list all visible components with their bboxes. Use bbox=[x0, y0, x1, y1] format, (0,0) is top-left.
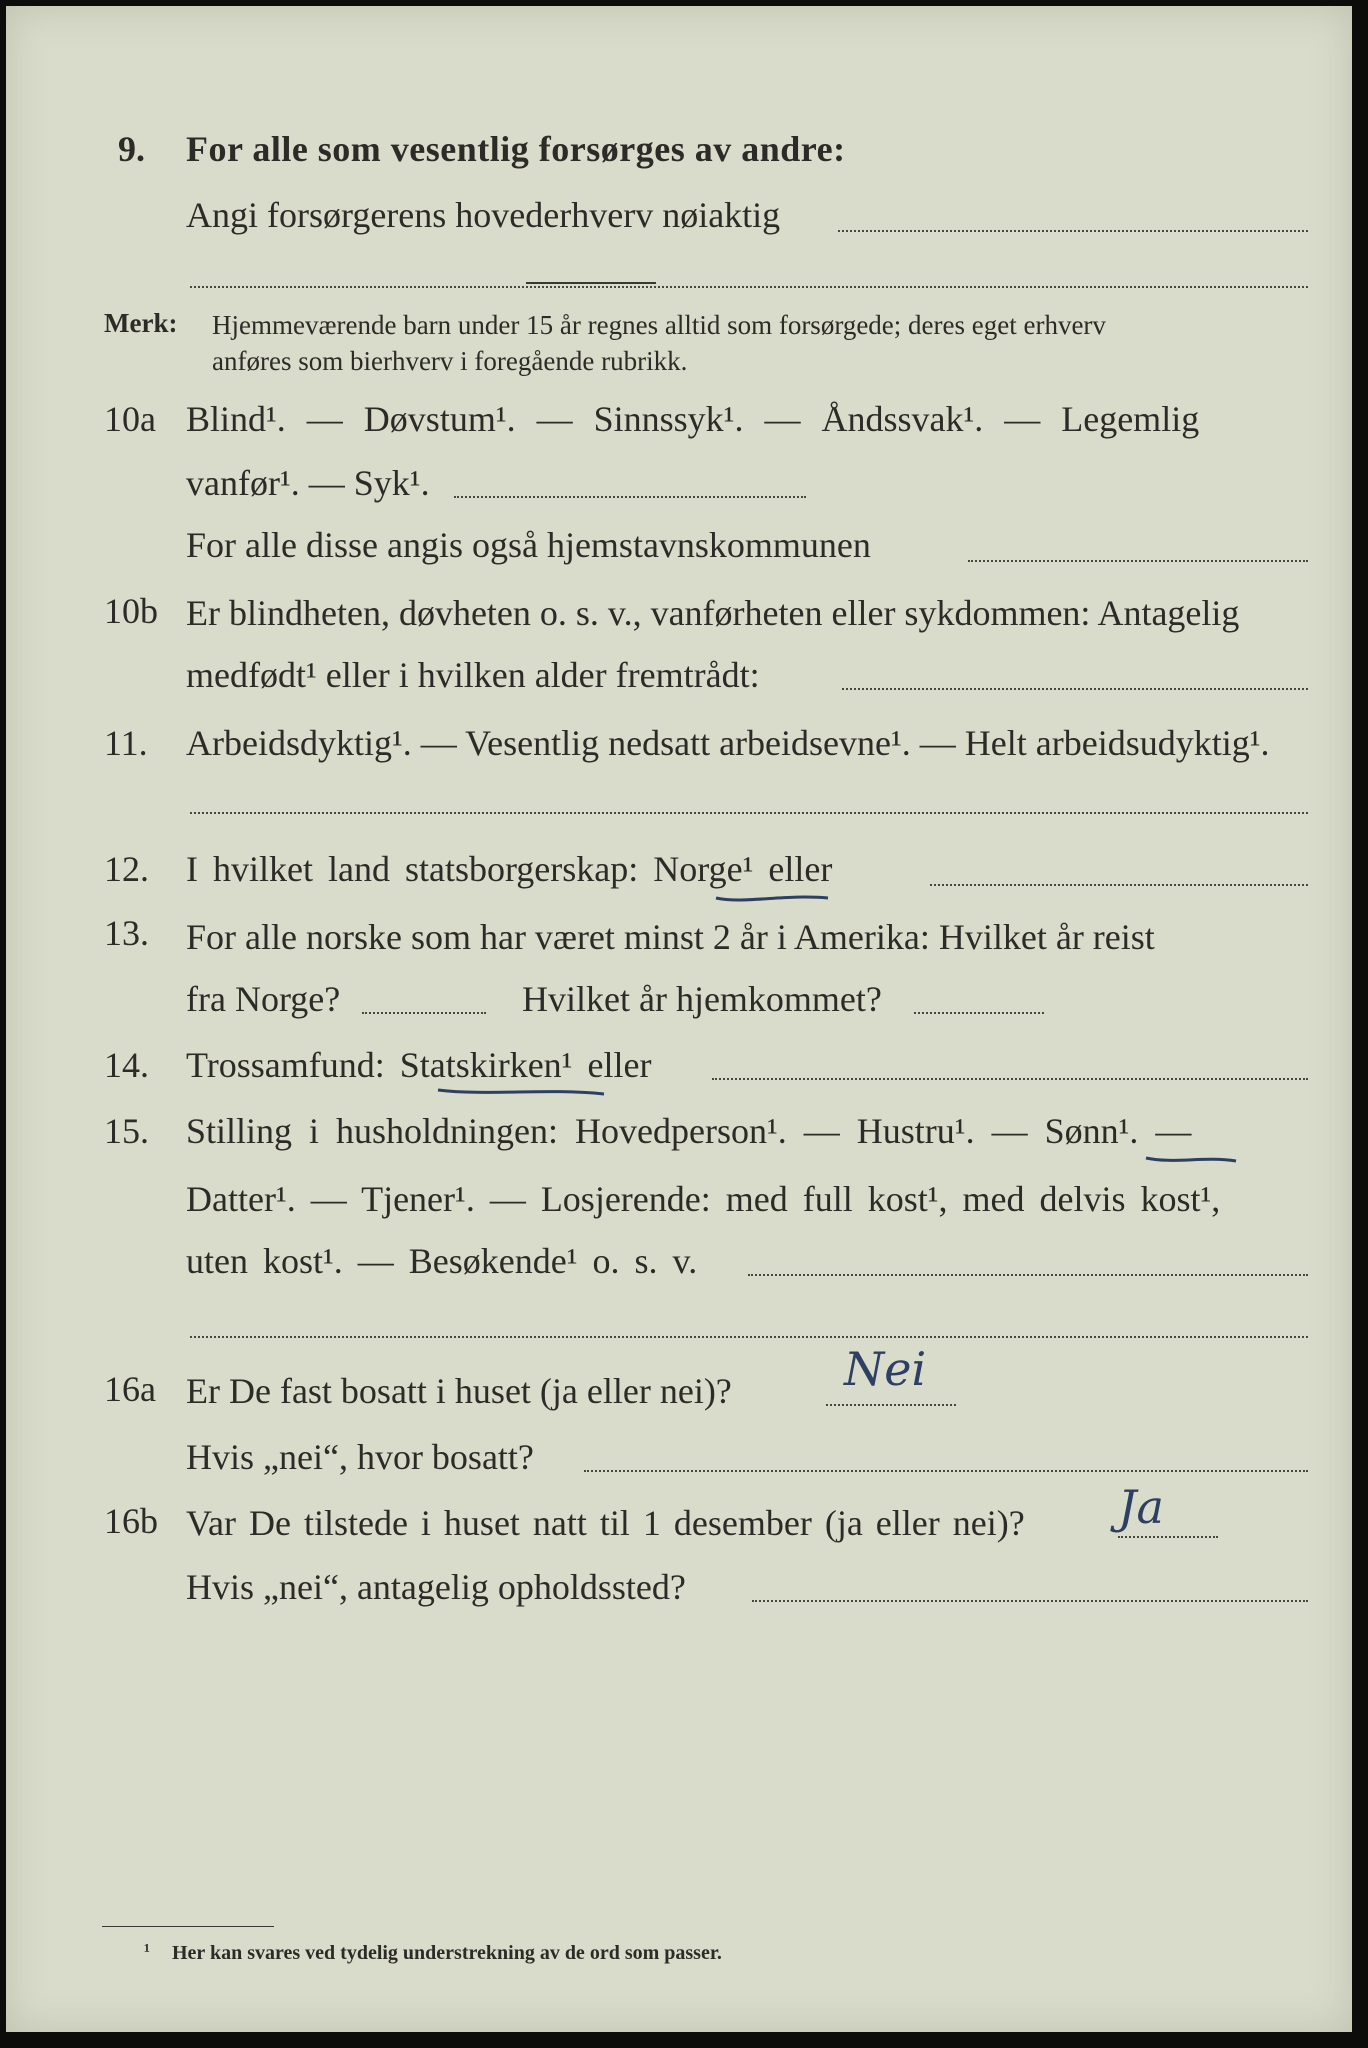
q10a-line3: For alle disse angis også hjemstavnskommunen bbox=[186, 525, 871, 565]
q13-line1: For alle norske som har været minst 2 år i Amerika: Hvilket år reist bbox=[186, 917, 1155, 957]
merk-line1: Hjemmeværende barn under 15 år regnes alltid som forsørgede; deres eget erhverv bbox=[212, 310, 1106, 340]
q12-line1: I hvilket land statsborgerskap: Norge¹ eller bbox=[186, 849, 833, 889]
q13-line2a: fra Norge? bbox=[186, 979, 341, 1019]
q10b-answer-line[interactable] bbox=[842, 688, 1308, 690]
q12-answer-line[interactable] bbox=[930, 884, 1308, 886]
q9-number: 9. bbox=[118, 129, 145, 169]
q16a-line1: Er De fast bosatt i huset (ja eller nei)? bbox=[186, 1371, 732, 1411]
q15-number: 15. bbox=[104, 1111, 149, 1151]
separator bbox=[526, 282, 656, 284]
q16b-line1: Var De tilstede i huset natt til 1 desember (ja eller nei)? bbox=[186, 1503, 1025, 1543]
q16b-line2: Hvis „nei“, antagelig opholdssted? bbox=[186, 1567, 686, 1607]
q15-line3: uten kost¹. — Besøkende¹ o. s. v. bbox=[186, 1241, 698, 1281]
q13-departure-line[interactable] bbox=[362, 1012, 486, 1014]
q11-answer-line[interactable] bbox=[190, 812, 1308, 814]
q10b-line1: Er blindheten, døvheten o. s. v., vanførheten eller sykdommen: Antagelig bbox=[186, 593, 1240, 633]
merk-label: Merk: bbox=[104, 308, 178, 338]
q16b-answer-line[interactable] bbox=[1118, 1536, 1218, 1538]
footnote-rule bbox=[102, 1926, 274, 1927]
footnote-text: Her kan svares ved tydelig understrekning av de ord som passer. bbox=[172, 1942, 722, 1964]
q12-number: 12. bbox=[104, 849, 149, 889]
q15-answer-line-2[interactable] bbox=[190, 1336, 1308, 1338]
q15-answer-line[interactable] bbox=[748, 1274, 1308, 1276]
q9-text: Angi forsørgerens hovederhverv nøiaktig bbox=[186, 195, 781, 235]
q10a-line2: vanfør¹. — Syk¹. bbox=[186, 463, 430, 503]
q16b-number: 16b bbox=[104, 1501, 158, 1541]
q10b-number: 10b bbox=[104, 591, 158, 631]
q15-line1: Stilling i husholdningen: Hovedperson¹. — Hustru¹. — Sønn¹. — bbox=[186, 1111, 1192, 1151]
q10a-municipality-line[interactable] bbox=[968, 560, 1308, 562]
q14-answer-line[interactable] bbox=[712, 1078, 1308, 1080]
q10a-number: 10a bbox=[104, 399, 156, 439]
q16b-handwritten-answer: Ja bbox=[1118, 1480, 1164, 1534]
q10b-line2: medfødt¹ eller i hvilken alder fremtrådt: bbox=[186, 655, 760, 695]
q15-line2: Datter¹. — Tjener¹. — Losjerende: med full kost¹, med delvis kost¹, bbox=[186, 1179, 1221, 1219]
statskirken-underline-mark bbox=[436, 1084, 608, 1102]
q11-number: 11. bbox=[104, 723, 148, 763]
q14-number: 14. bbox=[104, 1045, 149, 1085]
merk-line2: anføres som bierhverv i foregående rubrikk. bbox=[212, 346, 688, 376]
q16a-number: 16a bbox=[104, 1369, 156, 1409]
footnote-marker: ¹ bbox=[144, 1940, 150, 1962]
q10a-answer-line[interactable] bbox=[454, 496, 806, 498]
q14-line1: Trossamfund: Statskirken¹ eller bbox=[186, 1045, 652, 1085]
q13-number: 13. bbox=[104, 913, 149, 953]
q16a-answer-line[interactable] bbox=[826, 1404, 956, 1406]
q16b-location-line[interactable] bbox=[752, 1600, 1308, 1602]
q16a-residence-line[interactable] bbox=[584, 1470, 1308, 1472]
q16a-line2: Hvis „nei“, hvor bosatt? bbox=[186, 1437, 534, 1477]
q16a-handwritten-answer: Nei bbox=[844, 1342, 927, 1396]
q9-title: For alle som vesentlig forsørges av andre: bbox=[186, 129, 846, 169]
q11-line1: Arbeidsdyktig¹. — Vesentlig nedsatt arbeidsevne¹. — Helt arbeidsudyktig¹. bbox=[186, 723, 1270, 763]
sonn-underline-mark bbox=[1144, 1152, 1240, 1168]
census-form-page bbox=[6, 6, 1352, 2032]
q9-answer-line-2[interactable] bbox=[190, 286, 1308, 288]
q10a-line1: Blind¹. — Døvstum¹. — Sinnssyk¹. — Åndssvak¹. — Legemlig bbox=[186, 399, 1200, 439]
q13-line2b: Hvilket år hjemkommet? bbox=[522, 979, 882, 1019]
q9-answer-line[interactable] bbox=[838, 230, 1308, 232]
q13-return-line[interactable] bbox=[914, 1012, 1044, 1014]
norge-underline-mark bbox=[714, 890, 832, 906]
